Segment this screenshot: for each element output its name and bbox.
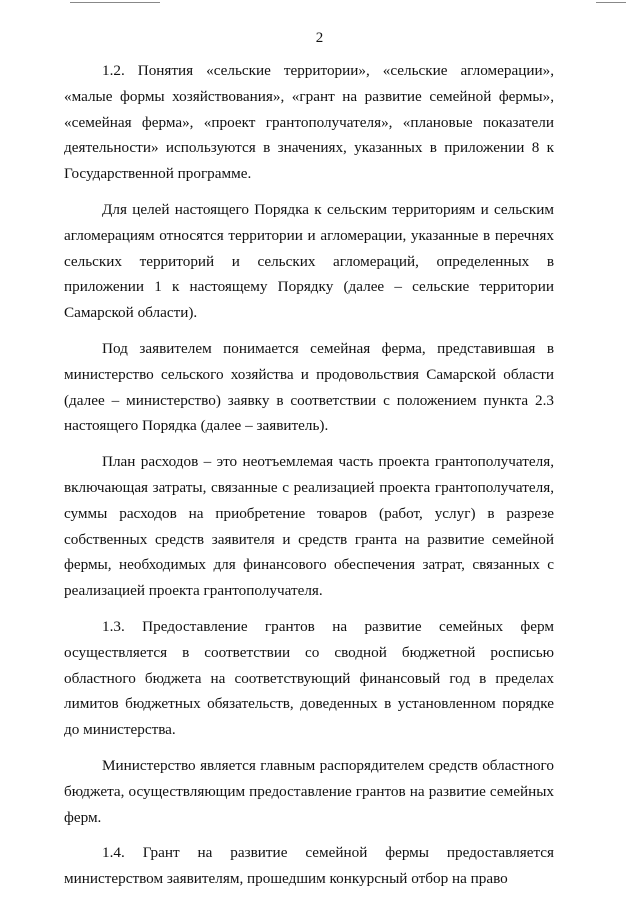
page-number: 2 [315, 30, 324, 46]
paragraph: План расходов – это неотъемлемая часть проекта грантополучателя, включающая затраты, связанные с реализацией проекта грантополучателя, суммы расходов на приобретение товаров (работ, услуг) в разрезе собственных средств заявителя и средств гранта на развитие семейной фермы, необходимых для финансового обеспечения затрат, связанных с реализацией проекта грантополучателя. [64, 453, 554, 600]
scan-artifact [596, 2, 626, 3]
paragraph: Под заявителем понимается семейная ферма, представившая в министерство сельского хозяйства и продовольствия Самарской области (далее – министерство) заявку в соответствии с положением пункта 2.3 настоящего Порядка (далее – заявитель). [64, 339, 554, 435]
paragraph: Министерство является главным распорядителем средств областного бюджета, осуществляющим предоставление грантов на развитие семейных ферм. [64, 756, 554, 826]
paragraph: 1.3. Предоставление грантов на развитие семейных ферм осуществляется в соответствии со сводной бюджетной росписью областного бюджета на соответствующий финансовый год в пределах лимитов бюджетных обязательств, доведенных в установленном порядке до министерства. [64, 617, 554, 739]
document-body [64, 58, 554, 902]
paragraph: Для целей настоящего Порядка к сельским территориям и сельским агломерациям относятся территории и агломерации, указанные в перечнях сельских территорий и сельских агломераций, определенных в приложении 1 к настоящему Порядку (далее – сельские территории Самарской области). [64, 200, 554, 322]
paragraph: 1.2. Понятия «сельские территории», «сельские агломерации», «малые формы хозяйствования», «грант на развитие семейной фермы», «семейная ферма», «проект грантополучателя», «плановые показатели деятельности» используются в значениях, указанных в приложении 8 к Государственной программе. [64, 62, 554, 183]
paragraph: 1.4. Грант на развитие семейной фермы предоставляется министерством заявителям, прошедшим конкурсный отбор на право [64, 844, 554, 888]
scan-artifact [70, 2, 160, 3]
